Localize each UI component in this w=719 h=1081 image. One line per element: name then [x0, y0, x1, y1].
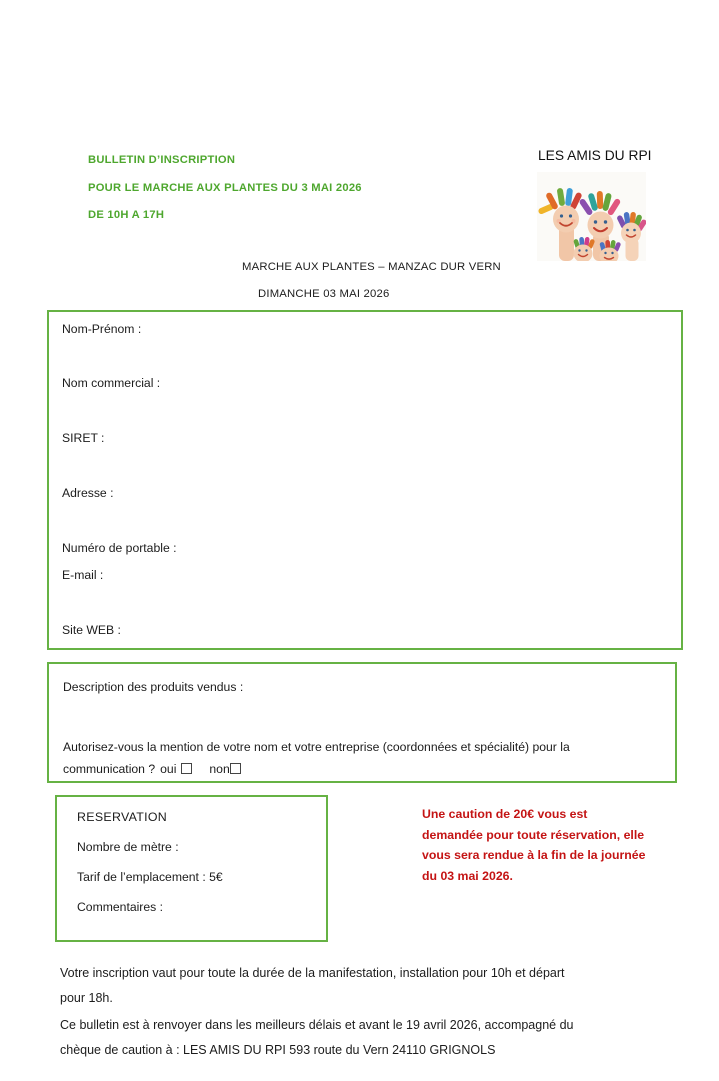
org-name: LES AMIS DU RPI [538, 148, 652, 163]
bulletin-title-line2: POUR LE MARCHE AUX PLANTES DU 3 MAI 2026 [88, 181, 362, 194]
footer-para2-line2: chèque de caution à : LES AMIS DU RPI 593 route du Vern 24110 GRIGNOLS [60, 1043, 496, 1057]
non-label: non [209, 762, 230, 776]
field-label-siret: SIRET : [62, 431, 105, 445]
footer-para1-line2: pour 18h. [60, 991, 113, 1005]
field-label-portable: Numéro de portable : [62, 541, 177, 555]
field-label-nom-commercial: Nom commercial : [62, 376, 161, 390]
footer-para1-line1: Votre inscription vaut pour toute la durée de la manifestation, installation pour 10h et départ [60, 966, 565, 980]
footer-paragraph-duration [60, 961, 680, 1011]
oui-checkbox[interactable] [181, 763, 192, 774]
identity-box [47, 310, 683, 650]
footer-para2-line1: Ce bulletin est à renvoyer dans les meilleurs délais et avant le 19 avril 2026, accompagné du [60, 1018, 574, 1032]
painted-hands-image [537, 172, 646, 261]
field-label-nombre-de-metre: Nombre de mètre : [77, 840, 179, 854]
caution-note-line2: demandée pour toute réservation, elle [422, 827, 645, 842]
field-label-commentaires: Commentaires : [77, 900, 164, 914]
reservation-title: RESERVATION [77, 810, 168, 824]
authorization-question-text: communication ? [63, 762, 156, 776]
field-label-email: E-mail : [62, 568, 104, 582]
event-date: DIMANCHE 03 MAI 2026 [258, 288, 390, 300]
products-box [47, 662, 677, 783]
footer-paragraph-return [60, 1013, 680, 1063]
bulletin-header [88, 147, 362, 230]
oui-label: oui [160, 762, 177, 776]
non-checkbox[interactable] [230, 763, 241, 774]
authorization-question-line2 [63, 762, 241, 776]
description-label: Description des produits vendus : [63, 680, 244, 694]
field-label-nom-prenom: Nom-Prénom : [62, 322, 142, 336]
caution-note-line4: du 03 mai 2026. [422, 868, 513, 883]
field-label-adresse: Adresse : [62, 486, 114, 500]
reservation-box [55, 795, 328, 942]
authorization-question-line1: Autorisez-vous la mention de votre nom et votre entreprise (coordonnées et spécialité) pour la [63, 740, 570, 754]
field-label-tarif: Tarif de l’emplacement : 5€ [77, 870, 223, 884]
caution-note-line1: Une caution de 20€ vous est [422, 807, 588, 821]
bulletin-title-line1: BULLETIN D’INSCRIPTION [88, 154, 236, 166]
caution-note-line3: vous sera rendue à la fin de la journée [422, 848, 646, 862]
caution-note [422, 804, 690, 886]
field-label-site-web: Site WEB : [62, 623, 121, 637]
bulletin-title-line3: DE 10H A 17H [88, 209, 165, 221]
event-title: MARCHE AUX PLANTES – MANZAC DUR VERN [242, 261, 501, 273]
